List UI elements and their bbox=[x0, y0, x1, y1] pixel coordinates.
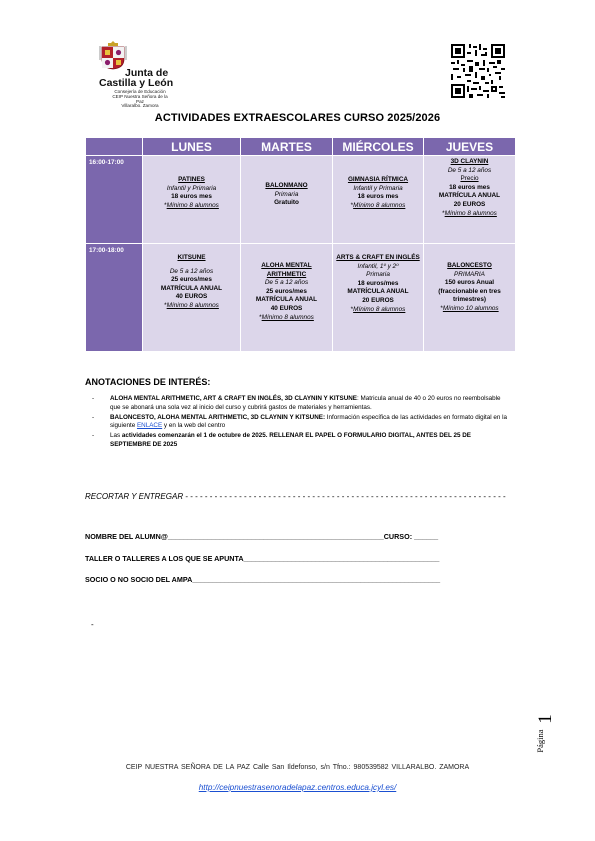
activity-audience: Primaria bbox=[274, 190, 299, 198]
activity-name: ARTS & CRAFT EN INGLÉS bbox=[336, 254, 420, 261]
notes-list bbox=[92, 395, 512, 451]
cut-line bbox=[85, 492, 510, 501]
activity-cell-gimnasia-ritmica: GIMNASIA RÍTMICA Infantil y Primaria 18 euros mes *Mínimo 8 alumnos bbox=[333, 156, 423, 243]
ampa-label: SOCIO O NO SOCIO DEL AMPA bbox=[85, 575, 193, 584]
activity-price: 18 euros mes bbox=[449, 183, 490, 191]
workshop-label: TALLER O TALLERES A LOS QUE SE APUNTA bbox=[85, 554, 244, 563]
note-2-text: Información específica de las actividades en formato digital en la siguiente bbox=[110, 413, 508, 430]
student-label: NOMBRE DEL ALUMN@ bbox=[85, 532, 168, 541]
activity-price: 18 euros mes bbox=[357, 193, 399, 201]
activity-registration-amount: 40 EUROS bbox=[175, 293, 208, 301]
header-day-jueves: JUEVES bbox=[424, 138, 515, 155]
activity-registration: MATRÍCULA ANUAL bbox=[347, 288, 409, 296]
junta-castilla-leon-logo bbox=[96, 40, 186, 109]
activity-audience: De 5 a 12 años bbox=[447, 166, 492, 174]
activity-registration: MATRÍCULA ANUAL bbox=[255, 296, 318, 304]
header-day-lunes: LUNES bbox=[143, 138, 240, 155]
ampa-blank: ______________________________________________________________ bbox=[192, 575, 441, 584]
activity-name: GIMNASIA RÍTMICA bbox=[347, 176, 409, 183]
page-number bbox=[535, 708, 555, 772]
activity-registration: MATRÍCULA ANUAL bbox=[160, 284, 223, 292]
activity-minimum: Mínimo 8 alumnos bbox=[353, 201, 406, 209]
logo-subtitle bbox=[108, 90, 172, 109]
activity-installments: (fraccionable en tres trimestres) bbox=[438, 287, 501, 304]
activity-audience-line1: Infantil, 1º y 2º bbox=[357, 262, 399, 270]
activity-registration-amount: 40 EUROS bbox=[270, 304, 303, 312]
activity-cell-patines: PATINES Infantil y Primaria 18 euros mes *Mínimo 8 alumnos bbox=[143, 156, 240, 243]
list-item bbox=[92, 432, 512, 450]
activity-name: 3D CLAYNIN bbox=[450, 158, 489, 165]
list-item bbox=[92, 395, 512, 413]
header-corner bbox=[86, 138, 142, 155]
activity-cell-aloha-mental-arithmetic: ALOHA MENTAL ARITHMETIC De 5 a 12 años 25 euros/mes MATRÍCULA ANUAL 40 EUROS *Mínimo 8 alumnos bbox=[241, 244, 332, 351]
ampa-field[interactable] bbox=[85, 575, 510, 584]
activity-price-label: Precio bbox=[460, 175, 479, 183]
activity-price: Gratuito bbox=[274, 199, 299, 207]
activity-price: 18 euros mes bbox=[171, 193, 212, 201]
activity-registration: MATRÍCULA ANUAL bbox=[438, 192, 501, 200]
cut-dashes: - - - - - - - - - - - - - - - - - - - - - - - - - - - - - - - - - - - - - - - - - - - - - - - - - - - - - - - - - - - - - - - - - - bbox=[185, 492, 506, 501]
footer-website-link[interactable]: http://ceipnuestrasenoradelapaz.centros.educa.jcyl.es/ bbox=[198, 783, 397, 792]
qr-code-icon bbox=[451, 44, 505, 98]
trailing-dash: - bbox=[91, 620, 94, 629]
activity-cell-baloncesto: BALONCESTO PRIMARIA 150 euros Anual (fraccionable en tres trimestres) *Mínimo 10 alumnos bbox=[424, 244, 515, 351]
activity-audience: Infantil y Primaria bbox=[353, 184, 403, 192]
note-2-bold: BALONCESTO, ALOHA MENTAL ARITHMETIC, 3D CLAYNIN Y KITSUNE: bbox=[110, 413, 326, 421]
logo-name-line1: Junta de bbox=[125, 67, 169, 79]
activity-cell-kitsune: KITSUNE De 5 a 12 años 25 euros/mes MATRÍCULA ANUAL 40 EUROS *Mínimo 8 alumnos bbox=[143, 244, 240, 351]
activity-minimum: Mínimo 8 alumnos bbox=[353, 305, 406, 313]
workshop-blank: _________________________________________________ bbox=[243, 554, 440, 563]
activity-registration-amount: 20 EUROS bbox=[453, 200, 486, 208]
activity-audience: PRIMARIA bbox=[454, 270, 485, 278]
notes-heading: ANOTACIONES DE INTERÉS: bbox=[85, 377, 211, 387]
logo-sub-line3: Villaralbo. Zamora bbox=[121, 103, 159, 109]
logo-sub-line2: CEIP Nuestra Señora de la Paz bbox=[112, 93, 168, 104]
page-number-value: 1 bbox=[535, 714, 556, 724]
time-slot-label: 17:00-18:00 bbox=[86, 244, 142, 351]
student-blank: ______________________________________________________ bbox=[167, 532, 384, 541]
note-1-text: : Matricula anual de 40 o 20 euros no reembolsable que se abonará una sola vez al inicio del curso y cubrirá gastos de materiales y herramientas. bbox=[110, 395, 501, 411]
activity-name: BALONCESTO bbox=[447, 262, 492, 269]
list-item bbox=[92, 414, 512, 432]
table-header-row bbox=[86, 138, 515, 155]
header-day-miercoles: MIÉRCOLES bbox=[333, 138, 423, 155]
activity-registration-amount: 20 EUROS bbox=[362, 296, 394, 304]
workshop-field[interactable] bbox=[85, 554, 510, 563]
activity-minimum: Mínimo 10 alumnos bbox=[442, 304, 499, 312]
logo-text bbox=[99, 68, 173, 88]
activity-cell-3d-claynin: 3D CLAYNIN De 5 a 12 años Precio 18 euros mes MATRÍCULA ANUAL 20 EUROS *Mínimo 8 alumnos bbox=[424, 156, 515, 243]
activity-audience: De 5 a 12 años bbox=[264, 279, 309, 287]
activity-minimum: Mínimo 8 alumnos bbox=[261, 313, 314, 321]
activity-minimum: Mínimo 8 alumnos bbox=[166, 301, 219, 309]
note-1-bold: ALOHA MENTAL ARITHMETIC, ART & CRAFT EN INGLÉS, 3D CLAYNIN Y KITSUNE bbox=[110, 395, 357, 402]
activity-minimum: Mínimo 8 alumnos bbox=[444, 209, 497, 217]
activity-cell-balonmano bbox=[241, 156, 332, 243]
header-day-martes: MARTES bbox=[241, 138, 332, 155]
activity-price: 25 euros/mes bbox=[266, 287, 307, 295]
page-word: Página bbox=[535, 729, 545, 753]
activity-audience-line2: Primaria bbox=[366, 271, 390, 279]
course-blank: ______ bbox=[412, 532, 439, 541]
activity-name: BALONMANO bbox=[265, 182, 308, 189]
note-3-text: Las bbox=[110, 432, 122, 440]
logo-sub-line1: Consejería de Educación bbox=[114, 89, 166, 94]
activity-name: PATINES bbox=[178, 176, 205, 183]
footer-address: CEIP NUESTRA SEÑORA DE LA PAZ Calle San Ildefonso, s/n Tfno.: 980539582 VILLARALBO. ZAMORA bbox=[125, 764, 470, 771]
course-label: CURSO: bbox=[383, 532, 413, 541]
table-row bbox=[86, 156, 515, 243]
coat-of-arms-icon bbox=[99, 40, 127, 70]
activity-audience: De 5 a 12 años bbox=[169, 267, 214, 275]
page-title: ACTIVIDADES EXTRAESCOLARES CURSO 2025/2026 bbox=[154, 112, 441, 124]
activity-audience: Infantil y Primaria bbox=[166, 184, 217, 192]
enlace-link[interactable]: ENLACE bbox=[136, 422, 163, 430]
cut-label: RECORTAR Y ENTREGAR bbox=[85, 492, 184, 501]
student-name-field[interactable] bbox=[85, 532, 510, 541]
activity-name: ALOHA MENTAL ARITHMETIC bbox=[261, 262, 312, 278]
activity-price: 18 euros/mes bbox=[357, 279, 399, 287]
activity-name: KITSUNE bbox=[177, 254, 206, 261]
note-2-tail: y en la web del centro bbox=[162, 422, 226, 430]
activity-minimum: Mínimo 8 alumnos bbox=[166, 201, 219, 209]
schedule-table bbox=[85, 137, 516, 352]
activity-price: 25 euros/mes bbox=[171, 276, 212, 284]
time-slot-label: 16:00-17:00 bbox=[86, 156, 142, 243]
table-row bbox=[86, 244, 515, 351]
activity-price: 150 euros Anual bbox=[444, 279, 495, 287]
activity-cell-arts-craft-ingles: ARTS & CRAFT EN INGLÉS Infantil, 1º y 2º Primaria 18 euros/mes MATRÍCULA ANUAL 20 EUROS *Mínimo 8 alumnos bbox=[333, 244, 423, 351]
logo-name-line2: Castilla y León bbox=[99, 77, 174, 89]
note-3-bold: actividades comenzarán el 1 de octubre de 2025. RELLENAR EL PAPEL O FORMULARIO DIGITAL, ANTES DEL 25 DE SEPTIEMBRE DE 2025 bbox=[110, 432, 471, 448]
